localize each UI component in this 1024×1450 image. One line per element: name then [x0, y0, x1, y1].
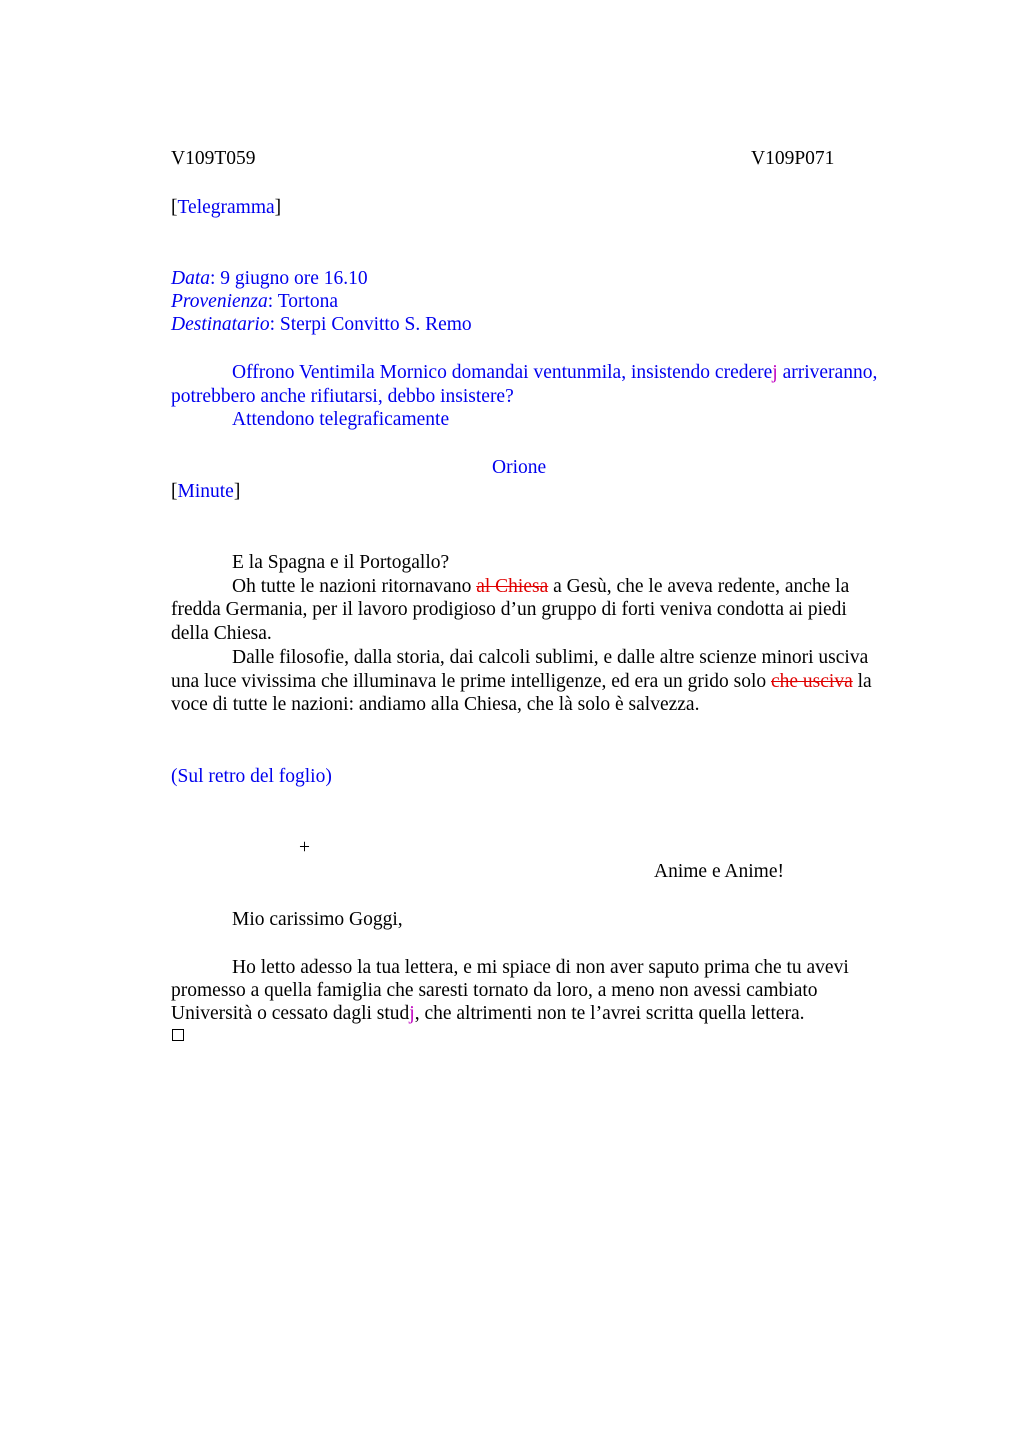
minute-text: una luce vivissima che illuminava le prime intelligenze, ed era un grido solo — [171, 671, 771, 692]
end-of-text-box-icon — [172, 1029, 184, 1041]
telegram-signature: Orione — [492, 457, 547, 478]
telegram-body-line-1 — [232, 361, 877, 385]
telegram-body-text: Offrono Ventimila Mornico domandai ventunmila, insistendo credere — [232, 362, 773, 383]
telegram-body-line-2: potrebbero anche rifiutarsi, debbo insistere? — [171, 386, 514, 407]
cross-symbol: + — [299, 837, 310, 858]
telegram-label: Telegramma — [177, 197, 275, 218]
minute-paragraph-3-line-2 — [171, 670, 872, 694]
minute-paragraph-2-line-3: della Chiesa. — [171, 623, 272, 644]
left-document-code: V109T059 — [171, 148, 256, 169]
data-value: : 9 giugno ore 16.10 — [210, 268, 368, 289]
letter-motto: Anime e Anime! — [654, 861, 784, 882]
minute-section-heading — [171, 480, 240, 504]
letter-line-2: promesso a quella famiglia che saresti tornato da loro, a meno non avessi cambiato — [171, 980, 818, 1001]
minute-text: a Gesù, che le aveva redente, anche la — [548, 576, 850, 597]
minute-text: Oh tutte le nazioni ritornavano — [232, 576, 477, 597]
letter-text: Università o cessato dagli stud — [171, 1003, 410, 1024]
letter-line-1: Ho letto adesso la tua lettera, e mi spiace di non aver saputo prima che tu avevi — [232, 957, 849, 978]
editorial-letter-j: j — [772, 362, 778, 383]
telegram-origin-line — [171, 290, 338, 314]
minute-label: Minute — [177, 481, 234, 502]
minute-paragraph-1: E la Spagna e il Portogallo? — [232, 552, 450, 573]
right-document-code: V109P071 — [751, 148, 835, 169]
bracket-open: [ — [171, 197, 178, 218]
telegram-body-text: arriveranno, — [777, 362, 878, 383]
telegram-recipient-line — [171, 313, 472, 337]
minute-text: la — [852, 671, 872, 692]
letter-line-3 — [171, 1002, 805, 1026]
destinatario-label: Destinatario — [171, 314, 270, 335]
editorial-letter-j: j — [409, 1003, 415, 1024]
letter-salutation: Mio carissimo Goggi, — [232, 909, 403, 930]
telegram-section-heading — [171, 196, 281, 220]
provenienza-value: : Tortona — [267, 291, 339, 312]
data-label: Data — [171, 268, 210, 289]
telegram-date-line — [171, 267, 368, 291]
bracket-close: ] — [274, 197, 282, 218]
letter-text: , che altrimenti non te l’avrei scritta quella lettera. — [414, 1003, 805, 1024]
struck-text: al Chiesa — [476, 576, 549, 597]
minute-paragraph-3-line-1: Dalle filosofie, dalla storia, dai calcoli sublimi, e dalle altre scienze minori usciva — [232, 647, 869, 668]
minute-paragraph-2-line-1 — [232, 575, 849, 599]
struck-text: che usciva — [771, 671, 853, 692]
bracket-close: ] — [233, 481, 241, 502]
minute-paragraph-3-line-3: voce di tutte le nazioni: andiamo alla Chiesa, che là solo è salvezza. — [171, 694, 700, 715]
bracket-open: [ — [171, 481, 178, 502]
minute-paragraph-2-line-2: fredda Germania, per il lavoro prodigioso d’un gruppo di forti veniva condotta ai piedi — [171, 599, 847, 620]
telegram-body-line-3: Attendono telegraficamente — [232, 409, 450, 430]
retro-note: (Sul retro del foglio) — [171, 766, 332, 787]
provenienza-label: Provenienza — [171, 291, 268, 312]
destinatario-value: : Sterpi Convitto S. Remo — [269, 314, 472, 335]
